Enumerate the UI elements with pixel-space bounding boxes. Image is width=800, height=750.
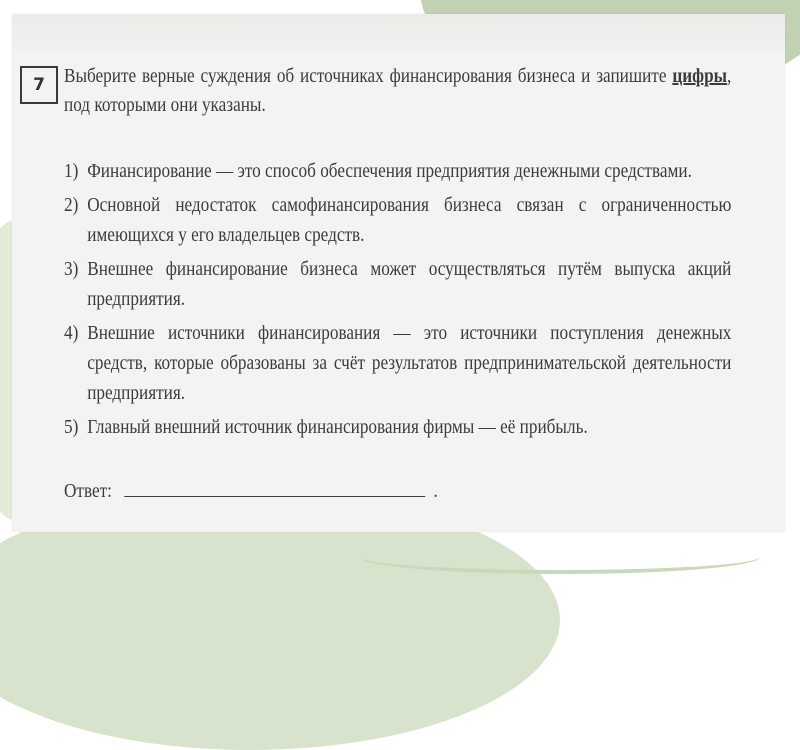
option-number: 2) xyxy=(64,194,79,216)
question-text xyxy=(64,62,731,120)
option-number: 5) xyxy=(64,416,79,438)
option-item xyxy=(64,156,731,186)
answer-blank[interactable] xyxy=(124,480,425,497)
option-number: 3) xyxy=(64,258,79,280)
task-number-box xyxy=(20,66,58,104)
task-number: 7 xyxy=(33,75,45,95)
background-curve-line xyxy=(360,540,760,574)
option-text: Внешние источники финансирования — это источники поступления денежных средств, которые образованы за счёт результатов предпринимательской деятельности предприятия. xyxy=(87,322,732,404)
option-item xyxy=(64,190,731,250)
option-number: 1) xyxy=(64,160,79,182)
option-text: Внешнее финансирование бизнеса может осуществляться путём выпуска акций предприятия. xyxy=(87,258,732,310)
answer-row xyxy=(64,480,438,503)
option-item xyxy=(64,412,731,442)
question-emphasis: цифры xyxy=(672,65,728,87)
option-text: Главный внешний источник финансирования фирмы — её прибыль. xyxy=(87,416,588,438)
option-text: Основной недостаток самофинансирования бизнеса связан с ограниченностью имеющихся у его владельцев средств. xyxy=(87,194,732,246)
question-part-2: , под которыми они указаны. xyxy=(64,65,732,116)
options-list xyxy=(64,156,731,446)
option-text: Финансирование — это способ обеспечения предприятия денежными средствами. xyxy=(87,160,692,182)
scan-top-strip xyxy=(12,14,785,52)
scanned-page xyxy=(12,14,785,532)
option-number: 4) xyxy=(64,322,79,344)
answer-label: Ответ: xyxy=(64,480,112,502)
option-item xyxy=(64,254,731,314)
question-part-1: Выберите верные суждения об источниках финансирования бизнеса и запишите xyxy=(64,65,673,87)
answer-end-dot: . xyxy=(433,480,438,502)
option-item xyxy=(64,318,731,408)
